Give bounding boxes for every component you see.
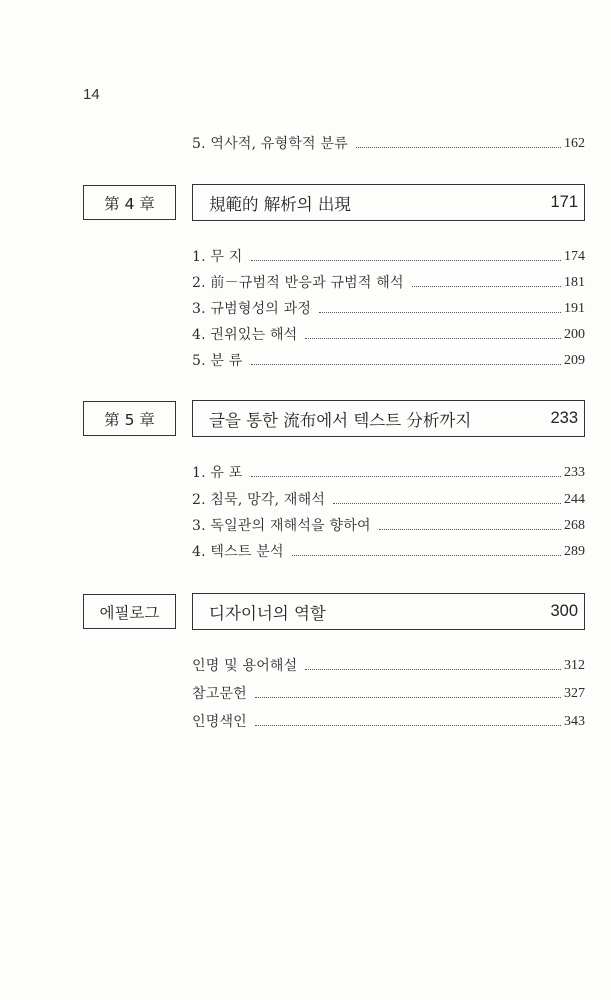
toc-entry-page: 327 <box>564 686 585 701</box>
toc-entry-page: 191 <box>564 301 585 316</box>
toc-entry[interactable] <box>192 269 585 291</box>
toc-entry-title: 참고문헌 <box>192 686 247 702</box>
chapter-heading[interactable] <box>192 184 585 221</box>
toc-entry-title: 5. 분 류 <box>192 353 243 369</box>
toc-entry[interactable] <box>192 652 585 674</box>
toc-entry-page: 343 <box>564 714 585 729</box>
toc-entry-title: 4. 텍스트 분석 <box>192 544 284 560</box>
toc-entry-page: 174 <box>564 249 585 264</box>
toc-entry-title: 3. 규범형성의 과정 <box>192 301 312 317</box>
toc-entry[interactable] <box>192 243 585 265</box>
chapter-label: 에필로그 <box>83 594 176 629</box>
toc-entry-title: 4. 권위있는 해석 <box>192 327 298 343</box>
dot-leader <box>305 669 561 670</box>
toc-entry-title: 1. 무 지 <box>192 249 243 265</box>
toc-entry[interactable] <box>192 512 585 534</box>
toc-entry[interactable] <box>192 130 585 152</box>
toc-entry[interactable] <box>192 538 585 560</box>
dot-leader <box>255 725 561 726</box>
toc-entry-title: 2. 침묵, 망각, 재해석 <box>192 492 326 508</box>
dot-leader <box>305 338 561 339</box>
dot-leader <box>251 364 561 365</box>
chapter-title: 規範的 解析의 出現 <box>209 194 351 214</box>
toc-entry-page: 244 <box>564 492 585 507</box>
dot-leader <box>251 476 561 477</box>
toc-entry[interactable] <box>192 486 585 508</box>
dot-leader <box>412 286 561 287</box>
toc-entry-title: 인명 및 용어해설 <box>192 658 298 674</box>
chapter-label: 第 5 章 <box>83 401 176 436</box>
toc-entry-title: 1. 유 포 <box>192 465 243 481</box>
toc-entry-page: 200 <box>564 327 585 342</box>
toc-entry[interactable] <box>192 459 585 481</box>
toc-entry-page: 181 <box>564 275 585 290</box>
toc-entry-page: 268 <box>564 518 585 533</box>
toc-entry-page: 209 <box>564 353 585 368</box>
toc-entry-page: 233 <box>564 465 585 480</box>
toc-entry[interactable] <box>192 680 585 702</box>
dot-leader <box>319 312 561 313</box>
toc-entry[interactable] <box>192 295 585 317</box>
chapter-heading[interactable] <box>192 593 585 630</box>
page-number: 14 <box>83 86 100 103</box>
toc-entry-title: 인명색인 <box>192 714 247 730</box>
dot-leader <box>379 529 561 530</box>
chapter-page: 233 <box>550 409 578 427</box>
toc-entry-page: 162 <box>564 136 585 151</box>
toc-entry[interactable] <box>192 321 585 343</box>
chapter-title: 디자이너의 역할 <box>209 603 326 623</box>
toc-entry-title: 3. 독일관의 재해석을 향하여 <box>192 518 371 534</box>
chapter-page: 171 <box>550 193 578 211</box>
chapter-page: 300 <box>550 602 578 620</box>
dot-leader <box>251 260 561 261</box>
toc-entry-title: 2. 前－규범적 반응과 규범적 해석 <box>192 275 404 291</box>
toc-entry-page: 289 <box>564 544 585 559</box>
dot-leader <box>292 555 561 556</box>
dot-leader <box>255 697 561 698</box>
dot-leader <box>333 503 561 504</box>
dot-leader <box>356 147 561 148</box>
chapter-heading[interactable] <box>192 400 585 437</box>
chapter-title: 글을 통한 流布에서 텍스트 分析까지 <box>209 410 472 430</box>
toc-entry[interactable] <box>192 708 585 730</box>
chapter-label: 第 4 章 <box>83 185 176 220</box>
toc-entry-page: 312 <box>564 658 585 673</box>
toc-entry[interactable] <box>192 347 585 369</box>
toc-entry-title: 5. 역사적, 유형학적 분류 <box>192 136 348 152</box>
